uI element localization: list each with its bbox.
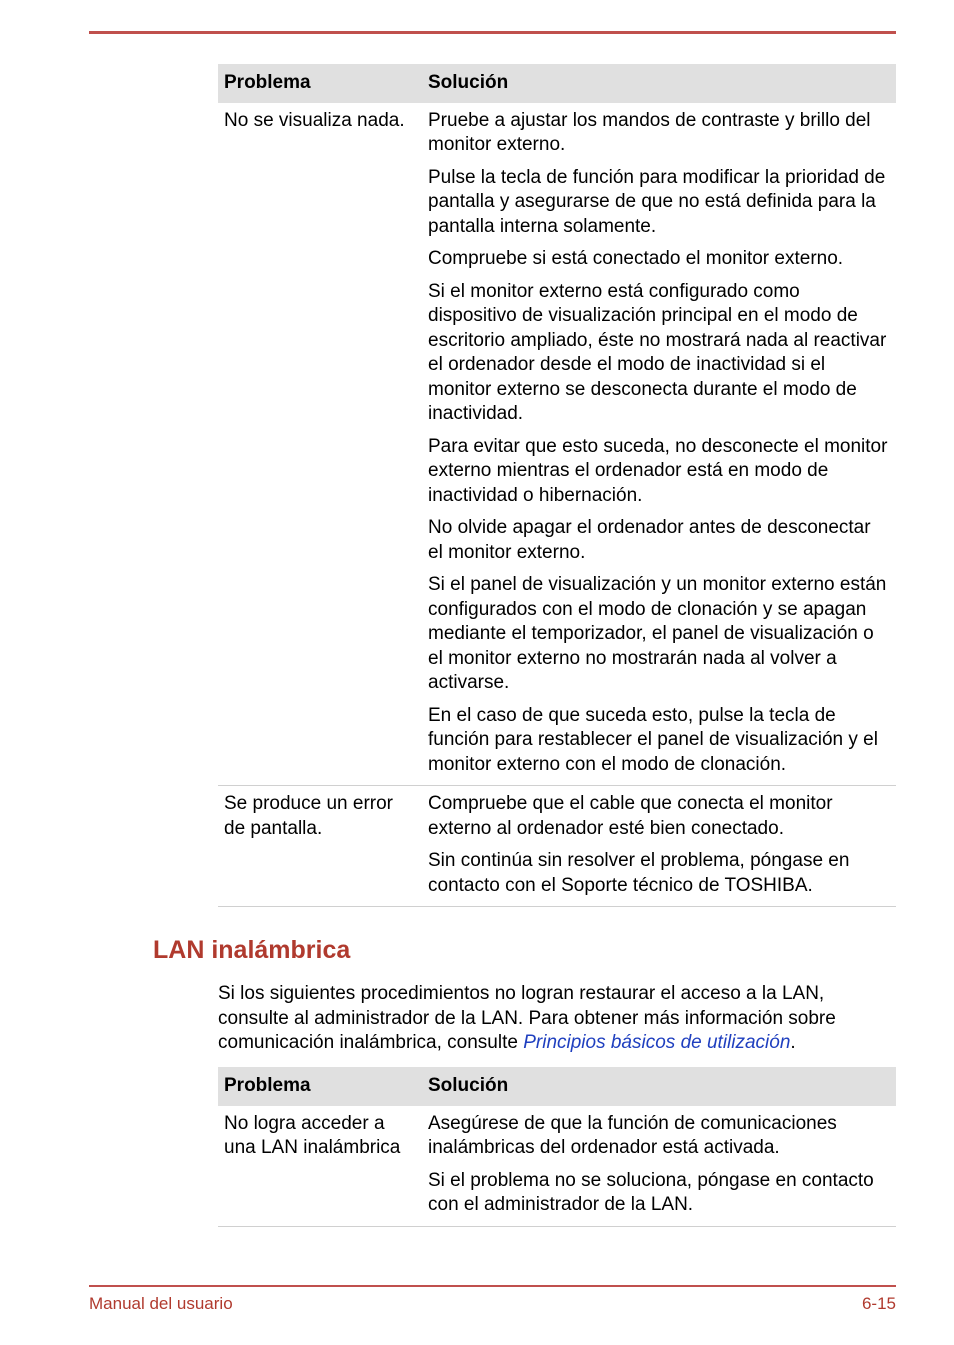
column-header-solution: Solución xyxy=(422,1067,896,1106)
table-header-row xyxy=(218,64,896,103)
section-intro xyxy=(218,982,896,1056)
column-header-solution: Solución xyxy=(422,64,896,103)
solution-paragraph: Pulse la tecla de función para modificar la prioridad de pantalla y asegurarse de que no está definida para la pantalla interna solamente. xyxy=(428,166,886,237)
solution-paragraph: No olvide apagar el ordenador antes de desconectar el monitor externo. xyxy=(428,517,871,563)
solution-paragraph: Asegúrese de que la función de comunicaciones inalámbricas del ordenador está activada. xyxy=(428,1112,837,1158)
solution-paragraph: Compruebe que el cable que conecta el monitor externo al ordenador esté bien conectado. xyxy=(428,793,833,839)
column-header-problem: Problema xyxy=(218,1067,422,1106)
top-rule xyxy=(89,31,896,34)
solution-paragraph: En el caso de que suceda esto, pulse la tecla de función para restablecer el panel de visualización y el monitor externo con el modo de clonación. xyxy=(428,704,878,775)
solution-cell xyxy=(422,786,896,907)
solution-paragraph: Si el panel de visualización y un monitor externo están configurados con el modo de clonación y se apagan mediante el temporizador, el panel de visualización o el monitor externo no mostrarán nada al volver a activarse. xyxy=(428,574,887,693)
footer-manual-title: Manual del usuario xyxy=(89,1294,233,1313)
intro-end: . xyxy=(790,1032,796,1053)
problem-cell: No se visualiza nada. xyxy=(218,103,422,786)
solution-paragraph: Si el problema no se soluciona, póngase en contacto con el administrador de la LAN. xyxy=(428,1169,874,1215)
cross-reference-link[interactable]: Principios básicos de utilización xyxy=(523,1032,791,1053)
intro-text: Si los siguientes procedimientos no logran restaurar el acceso a la LAN, consulte al administrador de la LAN. Para obtener más información sobre comunicación inalámbrica, consulte xyxy=(218,983,836,1053)
solution-paragraph: Para evitar que esto suceda, no desconecte el monitor externo mientras el ordenador está en modo de inactividad o hibernación. xyxy=(428,435,888,506)
footer-page-number: 6-15 xyxy=(861,1294,896,1313)
wireless-lan-troubleshooting-table xyxy=(218,1067,896,1227)
table-row xyxy=(218,786,896,907)
problem-cell: Se produce un error de pantalla. xyxy=(218,786,422,907)
solution-cell xyxy=(422,1106,896,1227)
solution-paragraph: Sin continúa sin resolver el problema, póngase en contacto con el Soporte técnico de TOSHIBA. xyxy=(428,850,850,896)
bottom-rule xyxy=(89,1285,896,1287)
table-row xyxy=(218,1106,896,1227)
column-header-problem: Problema xyxy=(218,64,422,103)
solution-paragraph: Pruebe a ajustar los mandos de contraste y brillo del monitor externo. xyxy=(428,109,871,155)
table-row xyxy=(218,103,896,786)
section-heading: LAN inalámbrica xyxy=(153,936,351,964)
solution-paragraph: Si el monitor externo está configurado como dispositivo de visualización principal en el modo de escritorio ampliado, éste no mostrará nada al reactivar el ordenador desde el modo de inactividad si el monitor externo se desconecta durante el modo de inactividad. xyxy=(428,280,887,424)
problem-cell: No logra acceder a una LAN inalámbrica xyxy=(218,1106,422,1227)
solution-cell xyxy=(422,103,896,786)
table-header-row xyxy=(218,1067,896,1106)
solution-paragraph: Compruebe si está conectado el monitor externo. xyxy=(428,248,844,269)
display-troubleshooting-table xyxy=(218,64,896,907)
